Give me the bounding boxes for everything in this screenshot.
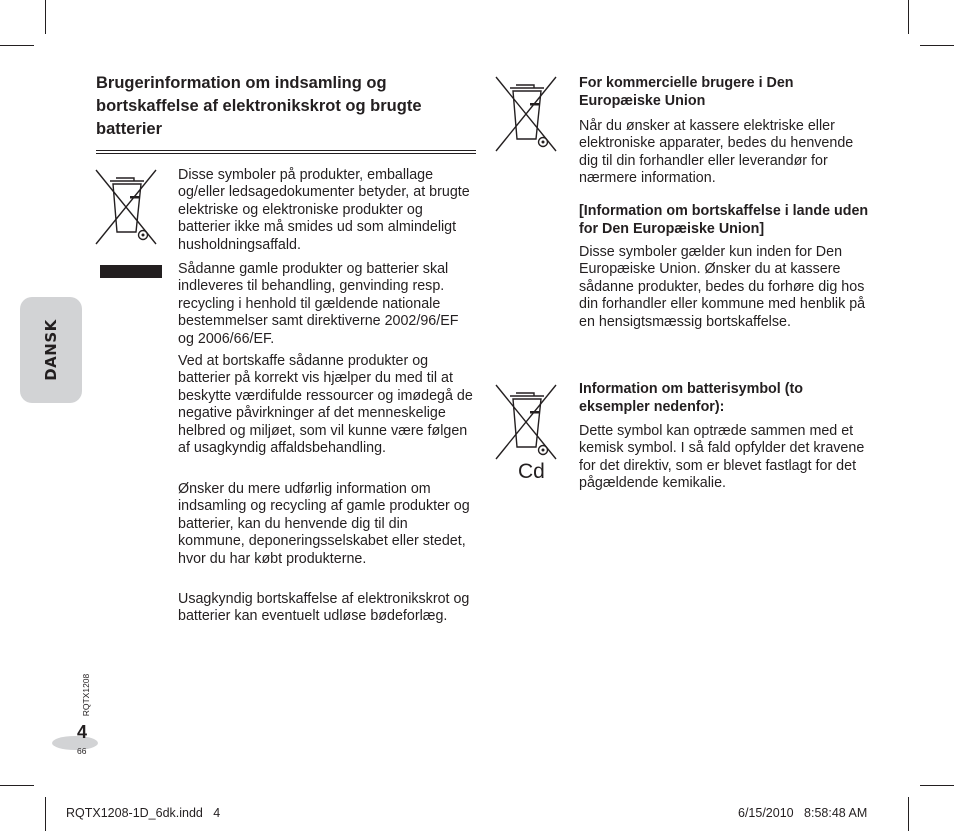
- paragraph: Ønsker du mere udførlig information om indsamling og recycling af gamle produkter og batterier, kan du henvende dig til din kommune, deponeringsselskabet eller stedet, hvor du har købt produkterne.: [178, 481, 470, 567]
- crossed-out-wheelie-bin-icon: [94, 168, 160, 248]
- title-rule: [96, 150, 476, 151]
- crop-mark: [0, 45, 34, 46]
- page-number: 4: [77, 722, 88, 742]
- crop-mark: [45, 797, 46, 831]
- footer-timestamp: 6/15/2010 8:58:48 AM: [738, 806, 868, 820]
- section-body: Dette symbol kan optræde sammen med et kemisk symbol. I så fald opfylder det kravene for det direktiv, som er blevet fastlagt for det pågældende kemikalie.: [579, 423, 865, 492]
- model-code: RQTX1208: [81, 673, 91, 717]
- solid-bar-symbol: [100, 265, 162, 278]
- crop-mark: [920, 785, 954, 786]
- paragraph: Disse symboler på produkter, emballage og/eller ledsagedokumenter betyder, at brugte elektriske og elektroniske produkter og batterier ikke må smides ud som almindeligt husholdningsaffald.: [178, 167, 470, 253]
- paragraph: Usagkyndig bortskaffelse af elektronikskrot og batterier kan eventuelt udløse bødeforlæg.: [178, 591, 470, 625]
- section-heading: [Information om bortskaffelse i lande uden for Den Europæiske Union]: [579, 203, 869, 237]
- crop-mark: [908, 0, 909, 34]
- crop-mark: [0, 785, 34, 786]
- crossed-out-wheelie-bin-icon: [494, 75, 560, 155]
- page-title: Brugerinformation om indsamling og bortskaffelse af elektronikskrot og brugte batterier: [96, 74, 422, 138]
- paragraph: Ved at bortskaffe sådanne produkter og batterier på korrekt vis hjælper du med til at beskytte værdifulde ressourcer og imødegå de negative påvirkninger af det menneskelige helbred og miljøet, som vil kunne være følgen af usagkyndig affaldsbehandling.: [178, 353, 473, 457]
- crop-mark: [920, 45, 954, 46]
- crop-mark: [908, 797, 909, 831]
- page-number-small: 66: [77, 746, 87, 756]
- paragraph: Sådanne gamle produkter og batterier skal indleveres til behandling, genvinding resp. recycling i henhold til gældende nationale bestemmelser samt direktiverne 2002/96/EF og 2006/66/EF.: [178, 261, 459, 347]
- title-rule: [96, 153, 476, 154]
- crossed-out-wheelie-bin-icon: [494, 383, 560, 463]
- footer-file-name: RQTX1208-1D_6dk.indd 4: [66, 806, 221, 820]
- section-heading: For kommercielle brugere i Den Europæiske Union: [579, 75, 794, 109]
- language-tab-label: DANSK: [42, 319, 60, 381]
- crop-mark: [45, 0, 46, 34]
- chemical-symbol: Cd: [518, 460, 545, 483]
- section-body: Når du ønsker at kassere elektriske eller elektroniske apparater, bedes du henvende dig til din forhandler eller leverandør for nærmere information.: [579, 118, 854, 187]
- page-number-oval: [52, 736, 98, 750]
- section-heading: Information om batterisymbol (to eksempler nedenfor):: [579, 381, 803, 415]
- section-body: Disse symboler gælder kun inden for Den Europæiske Union. Ønsker du at kassere sådanne produkter, bedes du forhøre dig hos din forhandler eller kommune med henblik på en hensigtsmæssig bortskaffelse.: [579, 244, 866, 330]
